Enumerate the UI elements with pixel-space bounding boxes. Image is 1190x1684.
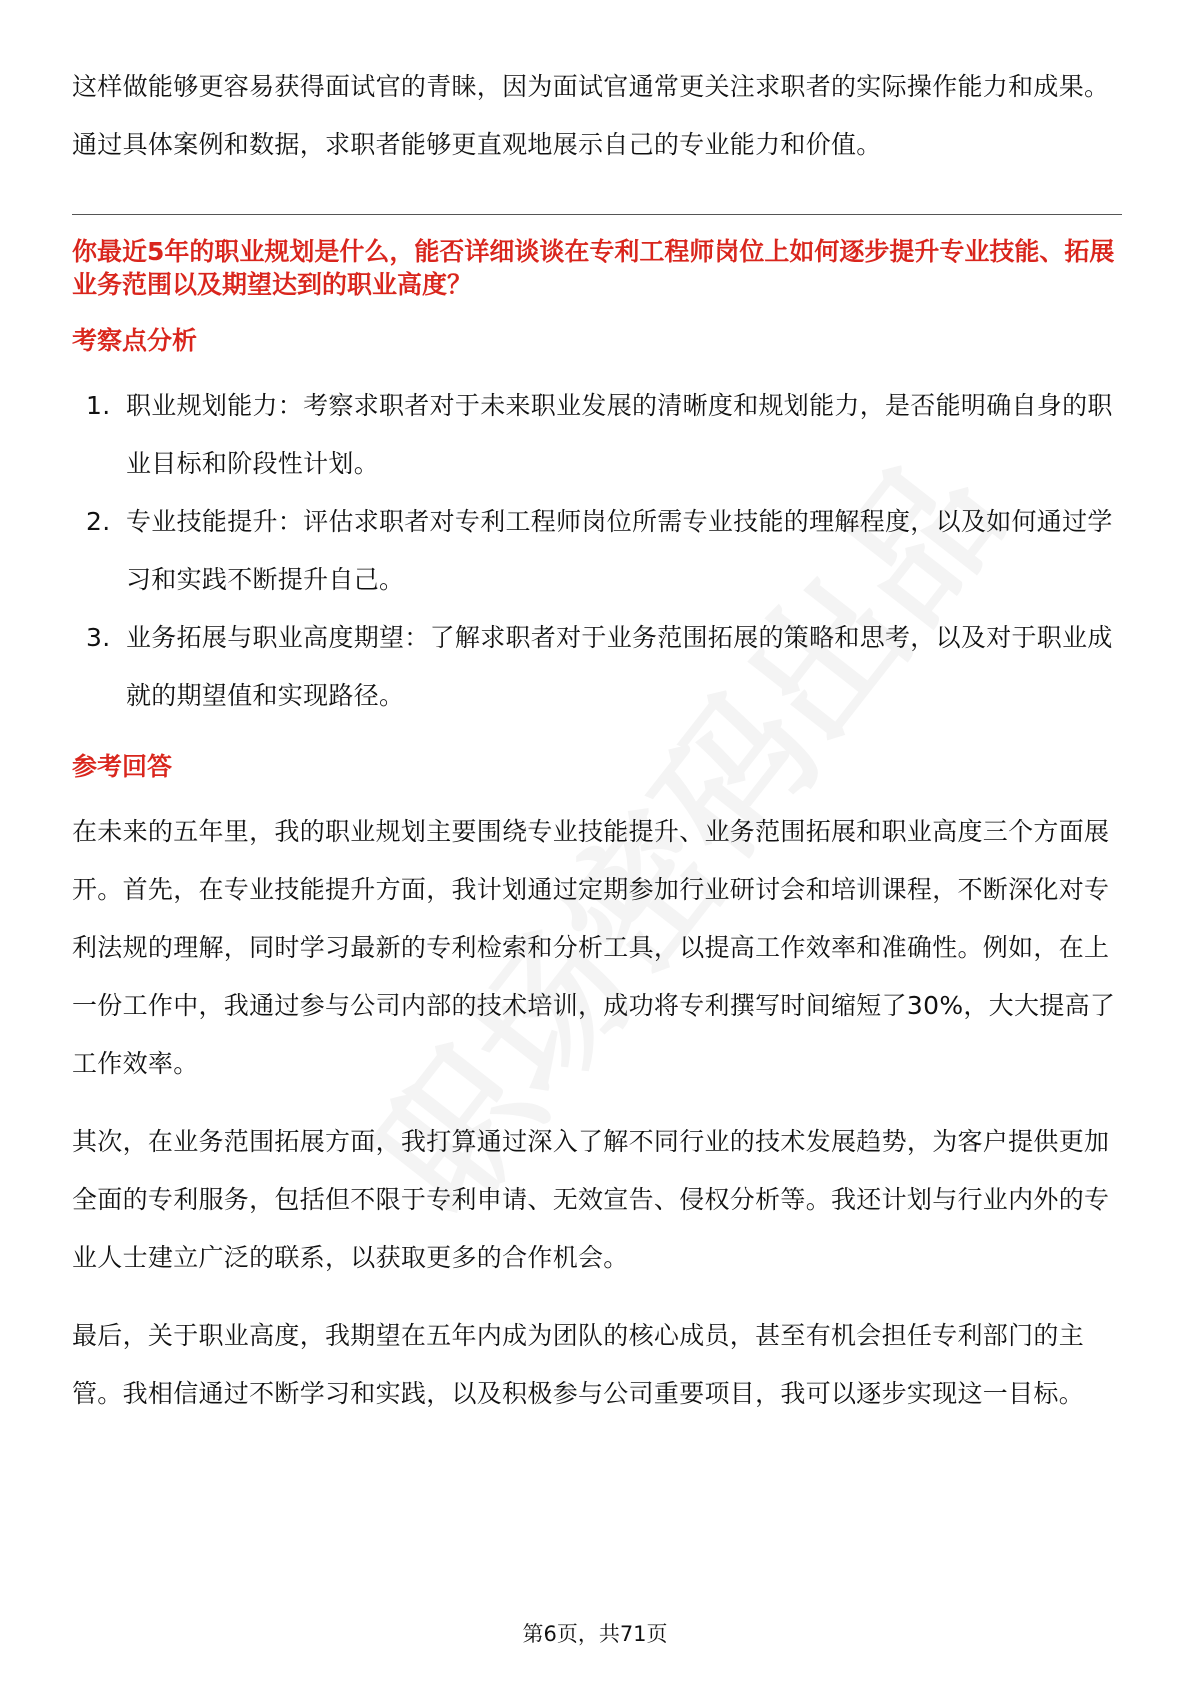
section-divider — [72, 214, 1122, 215]
answer-heading: 参考回答 — [72, 752, 173, 781]
answer-paragraph: 在未来的五年里，我的职业规划主要围绕专业技能提升、业务范围拓展和职业高度三个方面展开。首先，在专业技能提升方面，我计划通过定期参加行业研讨会和培训课程，不断深化对专利法规的理解，同时学习最新的专利检索和分析工具，以提高工作效率和准确性。例如，在上一份工作中，我通过参与公司内部的技术培训，成功将专利撰写时间缩短了30%，大大提高了工作效率。 — [72, 817, 1116, 1078]
analysis-item-number: 1. — [86, 391, 111, 420]
answer-paragraph: 最后，关于职业高度，我期望在五年内成为团队的核心成员，甚至有机会担任专利部门的主管。我相信通过不断学习和实践，以及积极参与公司重要项目，我可以逐步实现这一目标。 — [72, 1321, 1085, 1408]
analysis-item — [72, 493, 1122, 609]
intro-paragraph: 这样做能够更容易获得面试官的青睐，因为面试官通常更关注求职者的实际操作能力和成果。通过具体案例和数据，求职者能够更直观地展示自己的专业能力和价值。 — [72, 72, 1110, 159]
analysis-item-number: 2. — [86, 507, 111, 536]
document-page — [72, 58, 1122, 1443]
analysis-item-text: 专业技能提升：评估求职者对专利工程师岗位所需专业技能的理解程度，以及如何通过学习和实践不断提升自己。 — [126, 507, 1113, 594]
analysis-item-number: 3. — [86, 623, 111, 652]
page-number-footer: 第6页，共71页 — [522, 1622, 668, 1646]
answer-paragraph: 其次，在业务范围拓展方面，我打算通过深入了解不同行业的技术发展趋势，为客户提供更加全面的专利服务，包括但不限于专利申请、无效宣告、侵权分析等。我还计划与行业内外的专业人士建立广泛的联系，以获取更多的合作机会。 — [72, 1127, 1110, 1272]
analysis-item-text: 职业规划能力：考察求职者对于未来职业发展的清晰度和规划能力，是否能明确自身的职业目标和阶段性计划。 — [126, 391, 1113, 478]
analysis-heading: 考察点分析 — [72, 326, 198, 355]
analysis-item-text: 业务拓展与职业高度期望：了解求职者对于业务范围拓展的策略和思考，以及对于职业成就的期望值和实现路径。 — [126, 623, 1113, 710]
question-title: 你最近5年的职业规划是什么，能否详细谈谈在专利工程师岗位上如何逐步提升专业技能、拓展业务范围以及期望达到的职业高度？ — [72, 237, 1115, 299]
analysis-list — [72, 377, 1122, 725]
analysis-item — [72, 609, 1122, 725]
analysis-item — [72, 377, 1122, 493]
